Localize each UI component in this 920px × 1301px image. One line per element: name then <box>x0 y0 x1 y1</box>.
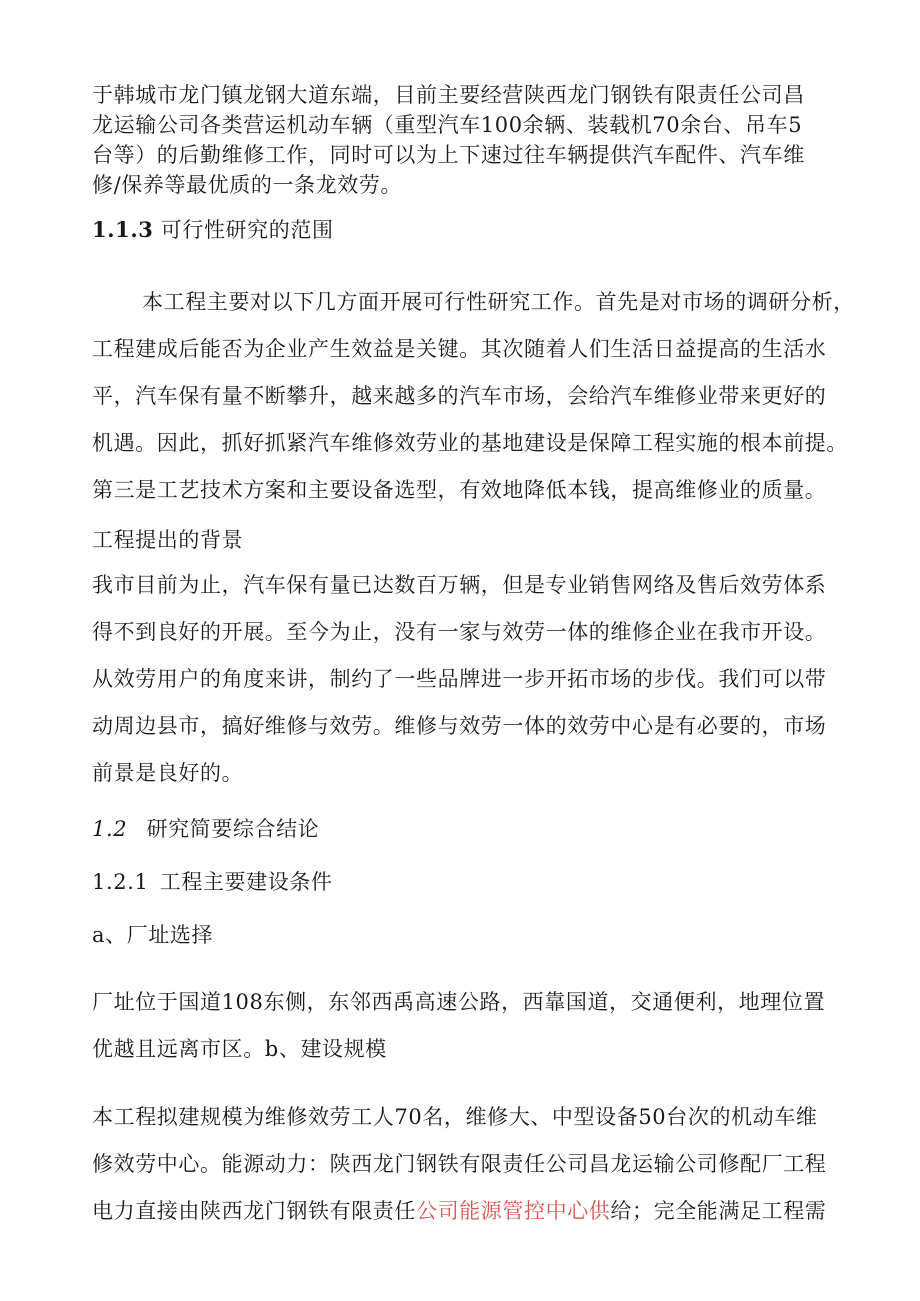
text-line: 电力直接由陕西龙门钢铁有限责任公司能源管控中心供给；完全能满足工程需 <box>92 1199 827 1223</box>
heading-title: 研究简要综合结论 <box>146 817 320 841</box>
heading-1-2 <box>92 814 832 844</box>
text-line: 优越且远离市区。b、建设规模 <box>92 1037 387 1061</box>
heading-number: 1.2 <box>92 817 128 841</box>
highlighted-text: 公司能源管控中心供 <box>416 1199 611 1223</box>
text-line: 本工程拟建规模为维修效劳工人70名，维修大、中型设备50台次的机动车维 <box>92 1105 818 1129</box>
heading-number: 1.1.3 <box>92 217 154 242</box>
text-line: 从效劳用户的角度来讲，制约了一些品牌进一步开拓市场的步伐。我们可以带 <box>92 667 827 691</box>
text-line: 工程建成后能否为企业产生效益是关键。其次随着人们生活日益提高的生活水 <box>92 337 827 361</box>
heading-site-selection: a、厂址选择 <box>92 923 214 947</box>
text-line: 前景是良好的。 <box>92 761 244 785</box>
text-line: 于韩城市龙门镇龙钢大道东端，目前主要经营陕西龙门钢铁有限责任公司昌 <box>92 83 805 107</box>
text-line: 厂址位于国道108东侧，东邻西禹高速公路，西靠国道，交通便利，地理位置 <box>92 990 826 1014</box>
heading-number: 1.2.1 <box>92 870 149 894</box>
text-line: 机遇。因此，抓好抓紧汽车维修效劳业的基地建设是保障工程实施的根本前提。 <box>92 431 848 455</box>
text-line: 修/保养等最优质的一条龙效劳。 <box>92 173 403 197</box>
heading-1-1-3 <box>92 215 832 245</box>
text-line: 台等）的后勤维修工作，同时可以为上下速过往车辆提供汽车配件、汽车维 <box>92 143 805 167</box>
paragraph-scale <box>92 1094 832 1235</box>
text-line: 修效劳中心。能源动力：陕西龙门钢铁有限责任公司昌龙运输公司修配厂工程 <box>92 1152 827 1176</box>
paragraph-background <box>92 562 832 797</box>
text-line: 我市目前为止，汽车保有量已达数百万辆，但是专业销售网络及售后效劳体系 <box>92 573 827 597</box>
heading-background: 工程提出的背景 <box>92 528 244 552</box>
paragraph-intro <box>92 80 832 200</box>
paragraph-scope <box>92 279 855 514</box>
text-line: 平，汽车保有量不断攀升，越来越多的汽车市场，会给汽车维修业带来更好的 <box>92 384 827 408</box>
heading-title: 可行性研究的范围 <box>160 218 334 242</box>
heading-title: 工程主要建设条件 <box>159 870 333 894</box>
text-line: 龙运输公司各类营运机动车辆（重型汽车100余辆、装载机70余台、吊车5 <box>92 113 803 137</box>
text-line: 得不到良好的开展。至今为止，没有一家与效劳一体的维修企业在我市开设。 <box>92 620 827 644</box>
text-line: 动周边县市，搞好维修与效劳。维修与效劳一体的效劳中心是有必要的，市场 <box>92 714 827 738</box>
paragraph-site <box>92 979 832 1073</box>
heading-1-2-1 <box>92 867 832 897</box>
text-line: 本工程主要对以下几方面开展可行性研究工作。首先是对市场的调研分析， <box>142 290 855 314</box>
text-line: 第三是工艺技术方案和主要设备选型，有效地降低本钱，提高维修业的质量。 <box>92 478 827 502</box>
